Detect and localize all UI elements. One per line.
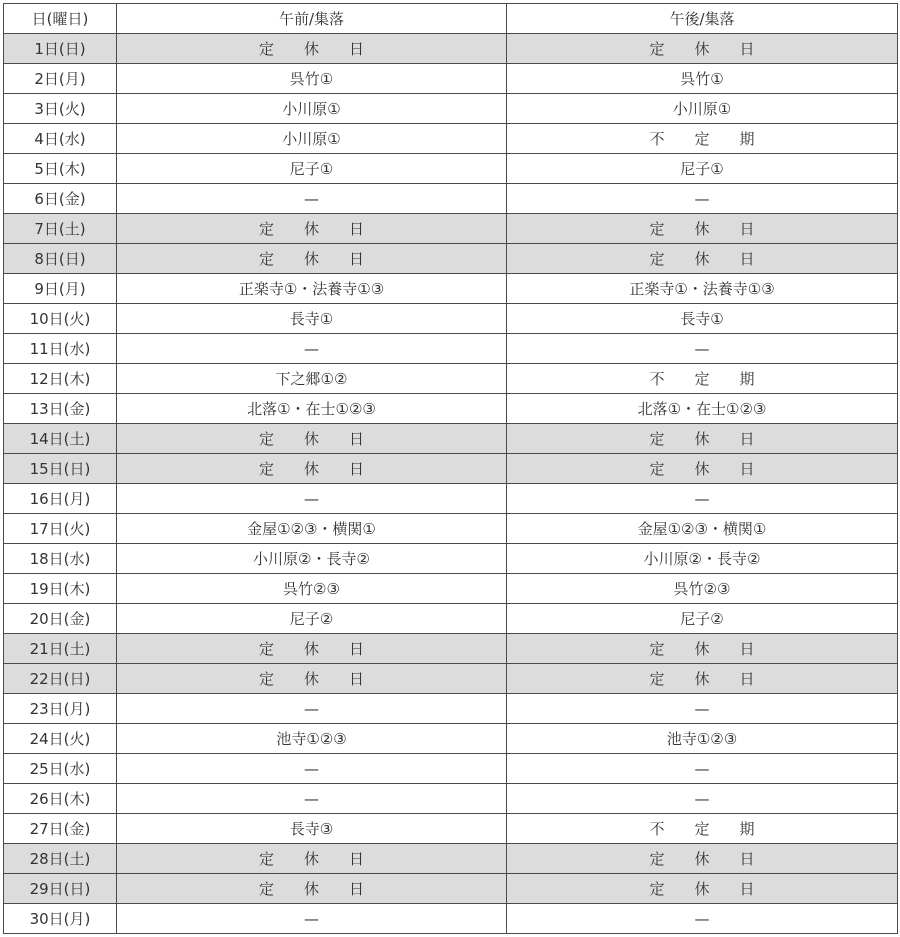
table-row [4, 574, 898, 604]
am-cell: 小川原① [117, 94, 507, 124]
pm-cell: 定 休 日 [507, 214, 898, 244]
pm-cell: 定 休 日 [507, 844, 898, 874]
table-row [4, 454, 898, 484]
table-row [4, 124, 898, 154]
am-cell: — [117, 754, 507, 784]
am-cell: — [117, 334, 507, 364]
pm-cell: 定 休 日 [507, 244, 898, 274]
day-cell: 26日(木) [4, 784, 117, 814]
am-cell: 尼子② [117, 604, 507, 634]
day-cell: 14日(土) [4, 424, 117, 454]
am-cell: — [117, 694, 507, 724]
day-cell: 7日(土) [4, 214, 117, 244]
day-cell: 1日(日) [4, 34, 117, 64]
am-cell: 定 休 日 [117, 244, 507, 274]
table-row [4, 154, 898, 184]
day-cell: 2日(月) [4, 64, 117, 94]
pm-cell: 定 休 日 [507, 424, 898, 454]
am-cell: 長寺① [117, 304, 507, 334]
pm-cell: — [507, 184, 898, 214]
am-cell: 定 休 日 [117, 454, 507, 484]
am-cell: 定 休 日 [117, 424, 507, 454]
table-row [4, 664, 898, 694]
pm-cell: 池寺①②③ [507, 724, 898, 754]
am-cell: 呉竹②③ [117, 574, 507, 604]
day-cell: 29日(日) [4, 874, 117, 904]
day-cell: 24日(火) [4, 724, 117, 754]
am-cell: — [117, 904, 507, 934]
table-row [4, 634, 898, 664]
day-cell: 27日(金) [4, 814, 117, 844]
day-cell: 18日(水) [4, 544, 117, 574]
table-row [4, 694, 898, 724]
table-row [4, 274, 898, 304]
table-row [4, 34, 898, 64]
day-cell: 11日(水) [4, 334, 117, 364]
am-cell: 池寺①②③ [117, 724, 507, 754]
table-row [4, 244, 898, 274]
header-day: 日(曜日) [4, 4, 117, 34]
am-cell: 小川原① [117, 124, 507, 154]
pm-cell: 長寺① [507, 304, 898, 334]
day-cell: 16日(月) [4, 484, 117, 514]
pm-cell: — [507, 904, 898, 934]
day-cell: 21日(土) [4, 634, 117, 664]
pm-cell: 正楽寺①・法養寺①③ [507, 274, 898, 304]
schedule-container [3, 3, 898, 934]
table-row [4, 184, 898, 214]
day-cell: 10日(火) [4, 304, 117, 334]
am-cell: 小川原②・長寺② [117, 544, 507, 574]
day-cell: 4日(水) [4, 124, 117, 154]
am-cell: — [117, 484, 507, 514]
day-cell: 6日(金) [4, 184, 117, 214]
day-cell: 5日(木) [4, 154, 117, 184]
pm-cell: 北落①・在士①②③ [507, 394, 898, 424]
table-row [4, 394, 898, 424]
table-row [4, 904, 898, 934]
am-cell: 長寺③ [117, 814, 507, 844]
pm-cell: 定 休 日 [507, 874, 898, 904]
day-cell: 19日(木) [4, 574, 117, 604]
am-cell: 定 休 日 [117, 844, 507, 874]
pm-cell: — [507, 754, 898, 784]
am-cell: 尼子① [117, 154, 507, 184]
am-cell: — [117, 184, 507, 214]
table-row [4, 844, 898, 874]
day-cell: 15日(日) [4, 454, 117, 484]
table-row [4, 784, 898, 814]
table-row [4, 94, 898, 124]
day-cell: 20日(金) [4, 604, 117, 634]
am-cell: 下之郷①② [117, 364, 507, 394]
am-cell: — [117, 784, 507, 814]
pm-cell: 小川原① [507, 94, 898, 124]
table-row [4, 604, 898, 634]
header-pm: 午後/集落 [507, 4, 898, 34]
day-cell: 28日(土) [4, 844, 117, 874]
pm-cell: 定 休 日 [507, 634, 898, 664]
pm-cell: 尼子① [507, 154, 898, 184]
table-row [4, 874, 898, 904]
pm-cell: 定 休 日 [507, 454, 898, 484]
am-cell: 北落①・在士①②③ [117, 394, 507, 424]
table-row [4, 424, 898, 454]
header-row [4, 4, 898, 34]
am-cell: 定 休 日 [117, 874, 507, 904]
day-cell: 17日(火) [4, 514, 117, 544]
day-cell: 23日(月) [4, 694, 117, 724]
day-cell: 8日(日) [4, 244, 117, 274]
pm-cell: — [507, 334, 898, 364]
table-body [4, 34, 898, 934]
am-cell: 定 休 日 [117, 34, 507, 64]
day-cell: 30日(月) [4, 904, 117, 934]
pm-cell: — [507, 784, 898, 814]
day-cell: 25日(水) [4, 754, 117, 784]
pm-cell: 呉竹① [507, 64, 898, 94]
am-cell: 定 休 日 [117, 664, 507, 694]
table-row [4, 304, 898, 334]
pm-cell: 不 定 期 [507, 814, 898, 844]
table-row [4, 64, 898, 94]
pm-cell: — [507, 694, 898, 724]
table-row [4, 364, 898, 394]
pm-cell: 不 定 期 [507, 364, 898, 394]
table-header [4, 4, 898, 34]
header-am: 午前/集落 [117, 4, 507, 34]
pm-cell: — [507, 484, 898, 514]
table-row [4, 484, 898, 514]
table-row [4, 724, 898, 754]
am-cell: 呉竹① [117, 64, 507, 94]
pm-cell: 小川原②・長寺② [507, 544, 898, 574]
table-row [4, 754, 898, 784]
pm-cell: 不 定 期 [507, 124, 898, 154]
pm-cell: 金屋①②③・横関① [507, 514, 898, 544]
table-row [4, 814, 898, 844]
day-cell: 9日(月) [4, 274, 117, 304]
day-cell: 3日(火) [4, 94, 117, 124]
am-cell: 金屋①②③・横関① [117, 514, 507, 544]
collection-schedule-table [3, 3, 898, 934]
am-cell: 定 休 日 [117, 214, 507, 244]
pm-cell: 定 休 日 [507, 664, 898, 694]
table-row [4, 544, 898, 574]
pm-cell: 尼子② [507, 604, 898, 634]
table-row [4, 214, 898, 244]
pm-cell: 呉竹②③ [507, 574, 898, 604]
am-cell: 定 休 日 [117, 634, 507, 664]
am-cell: 正楽寺①・法養寺①③ [117, 274, 507, 304]
table-row [4, 514, 898, 544]
day-cell: 12日(木) [4, 364, 117, 394]
day-cell: 13日(金) [4, 394, 117, 424]
table-row [4, 334, 898, 364]
day-cell: 22日(日) [4, 664, 117, 694]
pm-cell: 定 休 日 [507, 34, 898, 64]
